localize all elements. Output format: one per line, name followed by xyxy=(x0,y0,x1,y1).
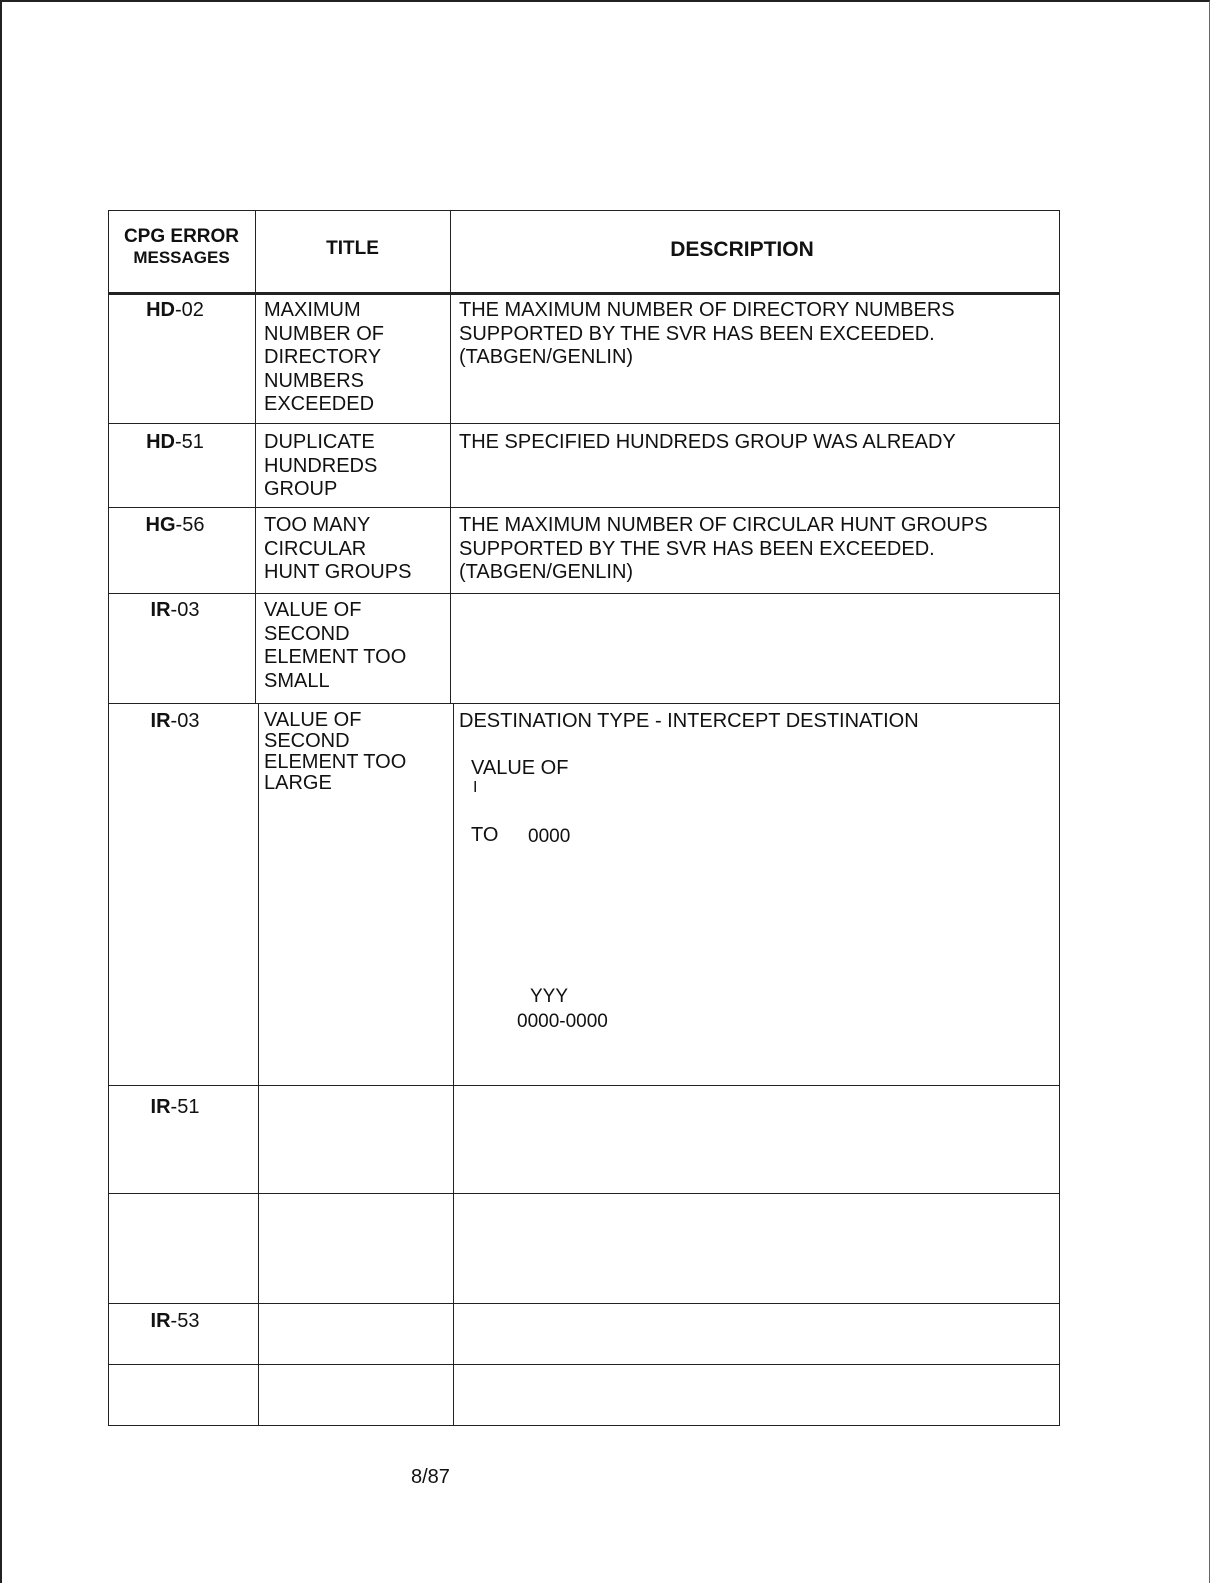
error-title: MAXIMUM NUMBER OF DIRECTORY NUMBERS EXCEEDED xyxy=(264,299,384,415)
error-description: THE MAXIMUM NUMBER OF DIRECTORY NUMBERS SUPPORTED BY THE SVR HAS BEEN EXCEEDED. (TABGEN/GENLIN) xyxy=(459,299,955,368)
header-description: DESCRIPTION xyxy=(670,238,814,261)
value-of-label: VALUE OF xyxy=(471,757,569,779)
table-right-rule xyxy=(1059,210,1060,1426)
error-title: VALUE OF SECOND ELEMENT TOO LARGE xyxy=(264,709,407,794)
to-value: 0000 xyxy=(528,826,571,847)
row-rule xyxy=(108,1303,1060,1304)
yyy-label: YYY xyxy=(530,986,569,1007)
error-code: IR-51 xyxy=(150,1096,200,1118)
table-bottom-rule xyxy=(108,1425,1060,1426)
error-code: HD-02 xyxy=(146,299,204,321)
column-rule xyxy=(453,703,454,1426)
error-code: IR-03 xyxy=(150,710,200,732)
row-rule xyxy=(108,507,1060,508)
header-title: TITLE xyxy=(326,238,379,259)
row-rule xyxy=(108,593,1060,594)
row-rule xyxy=(108,423,1060,424)
to-label: TO xyxy=(471,824,499,846)
range-value: 0000-0000 xyxy=(517,1011,608,1032)
error-title: TOO MANY CIRCULAR HUNT GROUPS xyxy=(264,514,412,583)
row-rule xyxy=(108,703,1060,704)
value-bar: I xyxy=(473,779,478,796)
column-rule xyxy=(258,703,259,1426)
error-description: THE SPECIFIED HUNDREDS GROUP WAS ALREADY xyxy=(459,431,956,453)
page-number: 8/87 xyxy=(411,1466,450,1488)
error-description: DESTINATION TYPE - INTERCEPT DESTINATION xyxy=(459,710,919,732)
table-top-rule xyxy=(108,210,1060,211)
row-rule xyxy=(108,1364,1060,1365)
error-code: HG-56 xyxy=(145,514,205,536)
error-code: IR-53 xyxy=(150,1310,200,1332)
row-rule xyxy=(108,1193,1060,1194)
header-cpg-error-messages: CPG ERROR MESSAGES xyxy=(123,226,240,267)
column-rule xyxy=(450,210,451,704)
column-rule xyxy=(255,210,256,704)
table-left-rule xyxy=(108,210,109,1426)
error-code: HD-51 xyxy=(146,431,204,453)
error-description: THE MAXIMUM NUMBER OF CIRCULAR HUNT GROUPS SUPPORTED BY THE SVR HAS BEEN EXCEEDED. (TABGEN/GENLIN) xyxy=(459,514,988,583)
header-bottom-rule xyxy=(108,292,1060,295)
error-code: IR-03 xyxy=(150,599,200,621)
row-rule xyxy=(108,1085,1060,1086)
error-title: DUPLICATE HUNDREDS GROUP xyxy=(264,431,378,500)
error-title: VALUE OF SECOND ELEMENT TOO SMALL xyxy=(264,599,407,692)
